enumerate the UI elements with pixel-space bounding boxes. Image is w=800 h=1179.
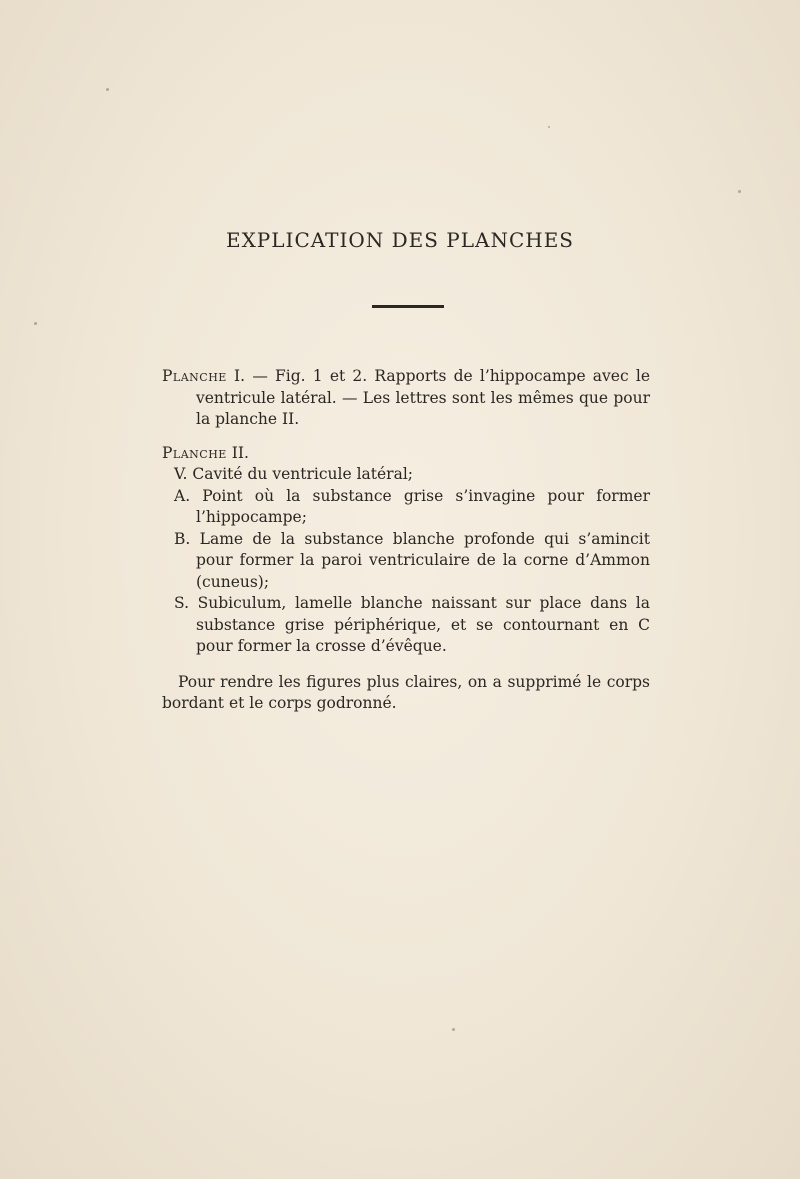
legend-text: Point où la substance grise s’invagine pour former l’hippocampe; xyxy=(196,486,650,526)
legend-list xyxy=(162,464,650,658)
legend-item xyxy=(162,593,650,658)
legend-text: Subiculum, lamelle blanche naissant sur place dans la substance grise périphérique, et se contournant en C pour former la crosse d’évêque. xyxy=(196,594,650,655)
page-title: EXPLICATION DES PLANCHES xyxy=(225,228,575,252)
paper-speck xyxy=(452,1028,455,1031)
title-divider xyxy=(372,305,444,308)
planche-2-label: Planche xyxy=(162,443,227,462)
planche-2-number: II. xyxy=(231,443,249,462)
legend-item xyxy=(162,529,650,594)
paper-speck xyxy=(738,190,741,193)
legend-text: Cavité du ventricule latéral; xyxy=(192,465,413,483)
legend-text: Lame de la substance blanche profonde qui s’amincit pour former la paroi ventriculaire de la corne d’Ammon (cuneus); xyxy=(196,529,650,591)
paper-speck xyxy=(34,322,37,325)
closing-note: Pour rendre les figures plus claires, on a supprimé le corps bordant et le corps godronné. xyxy=(162,672,650,712)
planche-1-entry xyxy=(162,366,650,431)
paper-speck xyxy=(548,126,550,128)
legend-letter: V. xyxy=(174,465,188,483)
planche-1-label: Planche xyxy=(162,367,227,385)
legend-item xyxy=(162,464,650,486)
planche-1-text: — Fig. 1 et 2. Rapports de l’hippocampe avec le ventricule latéral. — Les lettres sont les mêmes que pour la planche II. xyxy=(196,367,650,428)
plates-explanation xyxy=(162,366,650,715)
legend-letter: A. xyxy=(174,486,191,505)
planche-2-heading xyxy=(162,443,650,465)
planche-1-number: I. xyxy=(234,367,246,385)
legend-item xyxy=(162,486,650,529)
legend-letter: S. xyxy=(174,594,189,612)
paper-speck xyxy=(106,88,109,91)
legend-letter: B. xyxy=(174,529,191,548)
